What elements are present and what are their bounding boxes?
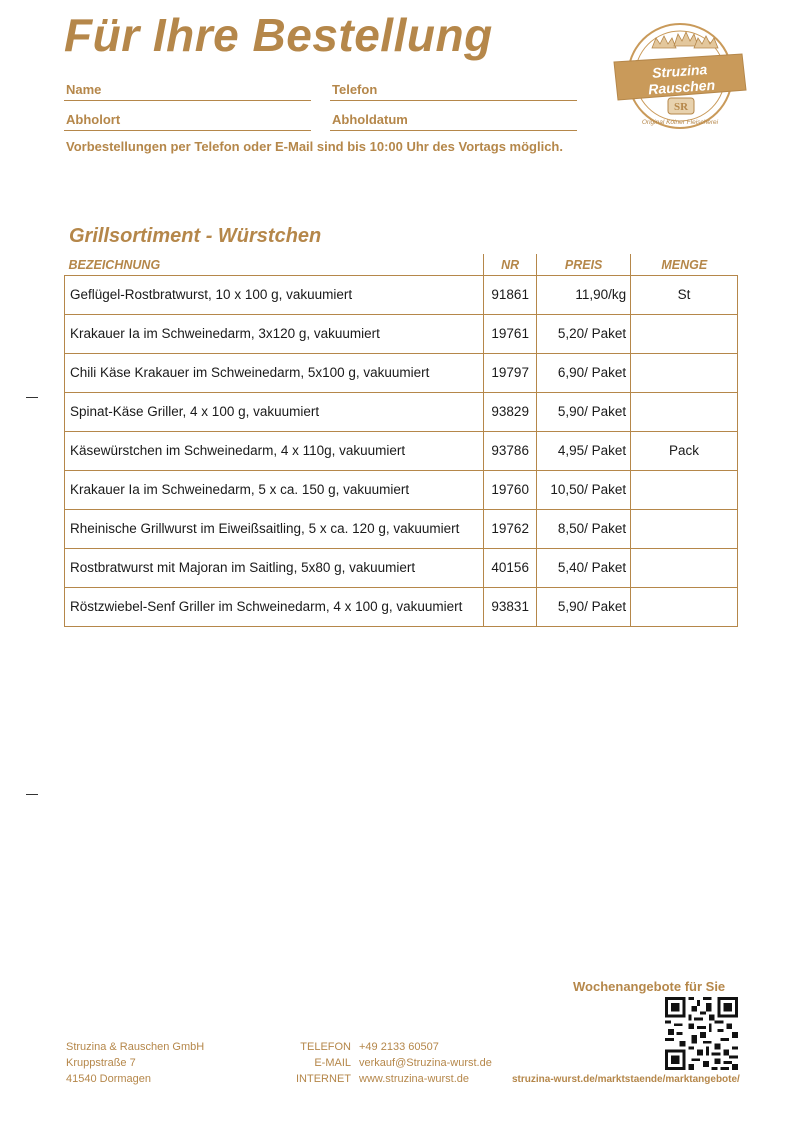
- row-preis: 11,90/kg: [537, 276, 631, 315]
- col-nr: NR: [484, 254, 537, 276]
- row-preis: 5,90/ Paket: [537, 588, 631, 627]
- row-preis: 10,50/ Paket: [537, 471, 631, 510]
- footer-contact: [296, 1039, 509, 1087]
- qr-code-icon[interactable]: [665, 997, 738, 1070]
- row-menge[interactable]: [631, 315, 738, 354]
- promo-url[interactable]: struzina-wurst.de/marktstaende/marktangebote/: [512, 1074, 740, 1085]
- contact-web-value[interactable]: www.struzina-wurst.de: [359, 1073, 470, 1085]
- fold-mark: [26, 397, 38, 398]
- row-nr: 93786: [484, 432, 537, 471]
- page-title: Für Ihre Bestellung: [64, 9, 493, 61]
- row-name: Spinat-Käse Griller, 4 x 100 g, vakuumiert: [65, 393, 484, 432]
- contact-phone-label: TELEFON: [300, 1041, 351, 1053]
- row-nr: 40156: [484, 549, 537, 588]
- row-preis: 8,50/ Paket: [537, 510, 631, 549]
- logo-tagline: Original Kölner Fleischerei: [641, 119, 719, 126]
- row-preis: 5,40/ Paket: [537, 549, 631, 588]
- row-preis: 4,95/ Paket: [537, 432, 631, 471]
- row-menge[interactable]: St: [631, 276, 738, 315]
- row-menge[interactable]: [631, 588, 738, 627]
- table-row: [65, 354, 738, 393]
- row-menge[interactable]: [631, 471, 738, 510]
- col-menge: MENGE: [631, 254, 738, 276]
- contact-email: [296, 1055, 509, 1071]
- table-row: [65, 276, 738, 315]
- abholort-field[interactable]: Abholort: [64, 112, 311, 131]
- row-nr: 91861: [484, 276, 537, 315]
- company-logo: [608, 14, 748, 132]
- row-menge[interactable]: [631, 354, 738, 393]
- row-nr: 19797: [484, 354, 537, 393]
- row-nr: 19760: [484, 471, 537, 510]
- weekly-offers-title: Wochenangebote für Sie: [573, 979, 726, 994]
- row-nr: 19761: [484, 315, 537, 354]
- contact-email-label: E-MAIL: [314, 1057, 351, 1069]
- contact-web: [296, 1071, 509, 1087]
- company-city: 41540 Dormagen: [66, 1073, 152, 1085]
- row-name: Rostbratwurst mit Majoran im Saitling, 5x80 g, vakuumiert: [65, 549, 484, 588]
- logo-line1: Struzina: [651, 61, 708, 81]
- table-header-row: [65, 254, 738, 276]
- telefon-field[interactable]: Telefon: [330, 82, 577, 101]
- contact-email-value[interactable]: verkauf@Struzina-wurst.de: [359, 1057, 492, 1069]
- row-menge[interactable]: [631, 510, 738, 549]
- logo-line2: Rauschen: [647, 76, 716, 98]
- row-name: Röstzwiebel-Senf Griller im Schweinedarm, 4 x 100 g, vakuumiert: [65, 588, 484, 627]
- contact-web-label: INTERNET: [296, 1073, 351, 1085]
- footer-company: [66, 1039, 204, 1087]
- table-row: [65, 510, 738, 549]
- row-name: Käsewürstchen im Schweinedarm, 4 x 110g, vakuumiert: [65, 432, 484, 471]
- row-preis: 5,90/ Paket: [537, 393, 631, 432]
- table-row: [65, 549, 738, 588]
- table-row: [65, 315, 738, 354]
- table-row: [65, 471, 738, 510]
- row-menge[interactable]: [631, 393, 738, 432]
- col-preis: PREIS: [537, 254, 631, 276]
- fold-mark: [26, 794, 38, 795]
- abholdatum-field[interactable]: Abholdatum: [330, 112, 577, 131]
- order-notice: Vorbestellungen per Telefon oder E-Mail sind bis 10:00 Uhr des Vortags möglich.: [66, 139, 563, 154]
- row-name: Geflügel-Rostbratwurst, 10 x 100 g, vakuumiert: [65, 276, 484, 315]
- row-name: Chili Käse Krakauer im Schweinedarm, 5x100 g, vakuumiert: [65, 354, 484, 393]
- row-nr: 93829: [484, 393, 537, 432]
- row-nr: 19762: [484, 510, 537, 549]
- row-name: Krakauer Ia im Schweinedarm, 3x120 g, vakuumiert: [65, 315, 484, 354]
- product-table: [64, 254, 738, 627]
- name-field[interactable]: Name: [64, 82, 311, 101]
- section-title: Grillsortiment - Würstchen: [69, 225, 322, 247]
- row-menge[interactable]: [631, 549, 738, 588]
- row-menge[interactable]: Pack: [631, 432, 738, 471]
- contact-phone: [296, 1039, 509, 1055]
- company-name: Struzina & Rauschen GmbH: [66, 1041, 205, 1053]
- table-row: [65, 432, 738, 471]
- table-row: [65, 393, 738, 432]
- contact-phone-value[interactable]: +49 2133 60507: [359, 1041, 439, 1053]
- logo-monogram: SR: [673, 101, 689, 113]
- row-nr: 93831: [484, 588, 537, 627]
- row-name: Krakauer Ia im Schweinedarm, 5 x ca. 150 g, vakuumiert: [65, 471, 484, 510]
- col-bezeichnung: BEZEICHNUNG: [65, 254, 484, 276]
- row-preis: 6,90/ Paket: [537, 354, 631, 393]
- row-name: Rheinische Grillwurst im Eiweißsaitling, 5 x ca. 120 g, vakuumiert: [65, 510, 484, 549]
- table-row: [65, 588, 738, 627]
- row-preis: 5,20/ Paket: [537, 315, 631, 354]
- company-street: Kruppstraße 7: [66, 1057, 136, 1069]
